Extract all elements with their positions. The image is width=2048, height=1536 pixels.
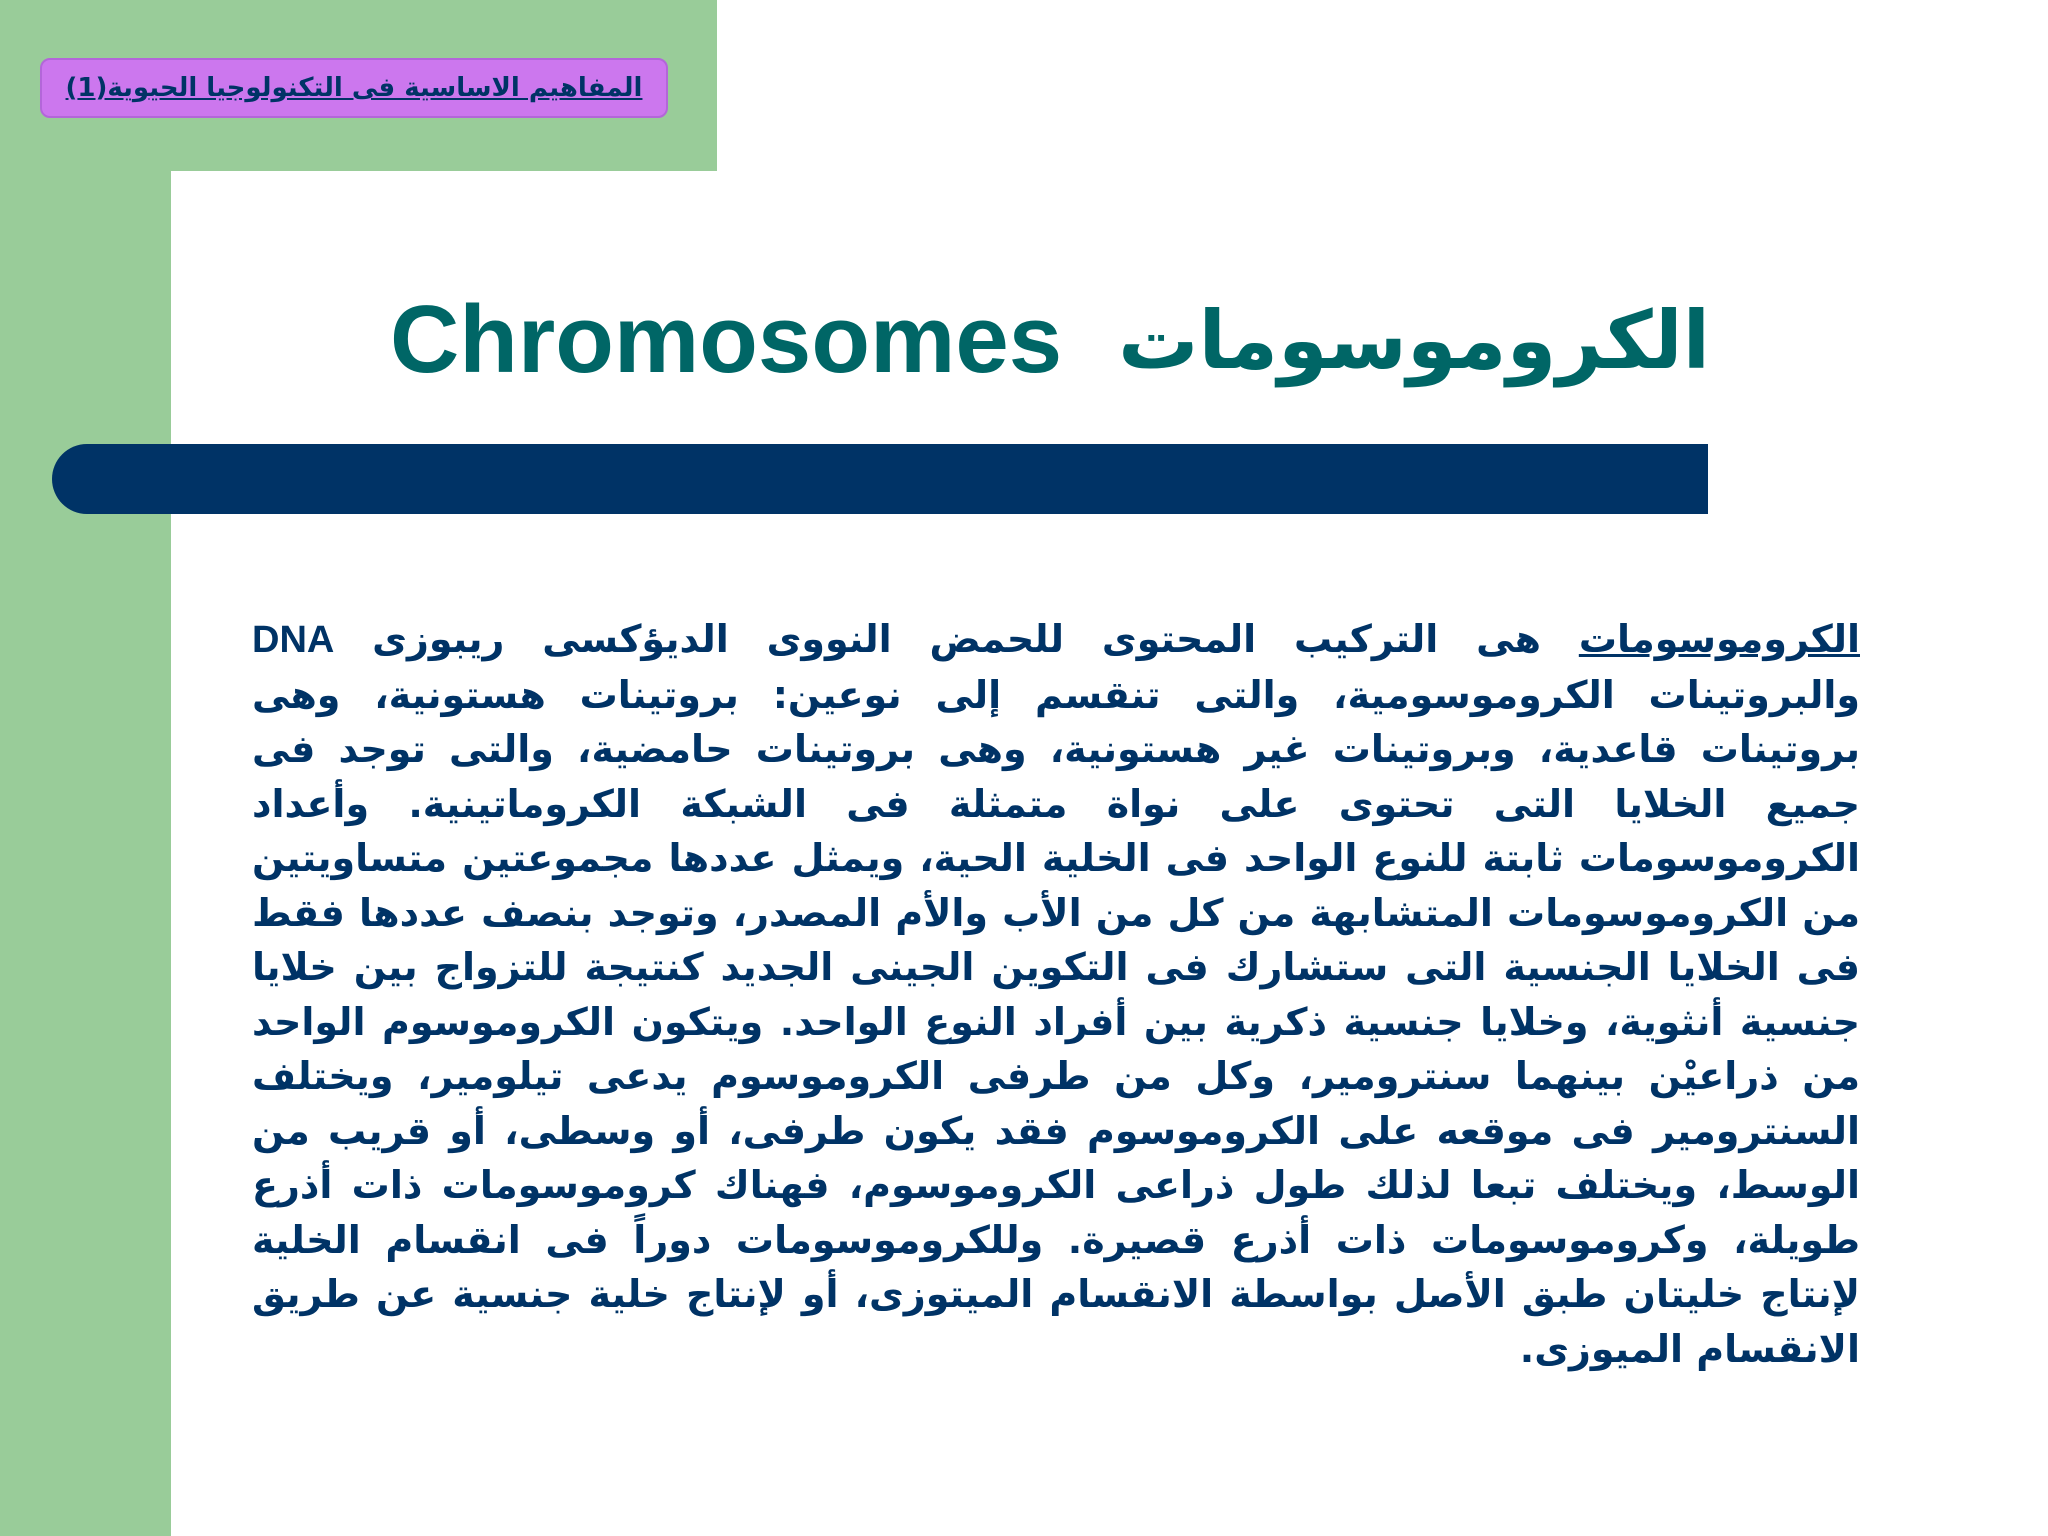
keyword-chromosomes: الكروموسومات	[1578, 617, 1860, 661]
body-text-part1: هى التركيب المحتوى للحمض النووى الديؤكسى ريبوزى	[334, 617, 1579, 661]
dna-abbreviation: DNA	[252, 619, 335, 661]
header-tag[interactable]	[40, 58, 668, 118]
body-text-part2: والبروتينات الكروموسومية، والتى تنقسم إلى نوعين: بروتينات هستونية، وهى بروتينات قاعدية، وبروتينات غير هستونية، وهى بروتينات حامضية، والتى توجد فى جميع الخلايا التى تحتوى على نواة متمثلة فى الشبكة الكروماتينية. وأعداد الكروموسومات ثابتة للنوع الواحد فى الخلية الحية، ويمثل عددها مجموعتين متساويتين من الكروموسومات المتشابهة من كل من الأب والأم المصدر، وتوجد بنصف عددها فقط فى الخلايا الجنسية التى ستشارك فى التكوين الجينى الجديد كنتيجة للتزواج بين خلايا جنسية أنثوية، وخلايا جنسية ذكرية بين أفراد النوع الواحد. ويتكون الكروموسوم الواحد من ذراعيْن بينهما سنترومير، وكل من طرفى الكروموسوم يدعى تيلومير، ويختلف السنترومير فى موقعه على الكروموسوم فقد يكون طرفى، أو وسطى، أو قريب من الوسط، ويختلف تبعا لذلك طول ذراعى الكروموسوم، فهناك كروموسومات ذات أذرع طويلة، وكروموسومات ذات أذرع قصيرة. وللكروموسومات دوراً فى انقسام الخلية لإنتاج خليتان طبق الأصل بواسطة الانقسام الميتوزى، أو لإنتاج خلية جنسية عن طريق الانقسام الميوزى.	[252, 672, 1860, 1371]
body-paragraph	[252, 612, 1860, 1376]
title-divider-bar	[52, 444, 1708, 514]
title-arabic: الكروموسومات	[1118, 293, 1711, 387]
header-tag-label: المفاهيم الاساسية فى التكنولوجيا الحيوية(1)	[65, 73, 643, 103]
left-green-band	[0, 0, 171, 1536]
title-english: Chromosomes	[389, 286, 1063, 393]
slide-title	[300, 270, 1800, 410]
